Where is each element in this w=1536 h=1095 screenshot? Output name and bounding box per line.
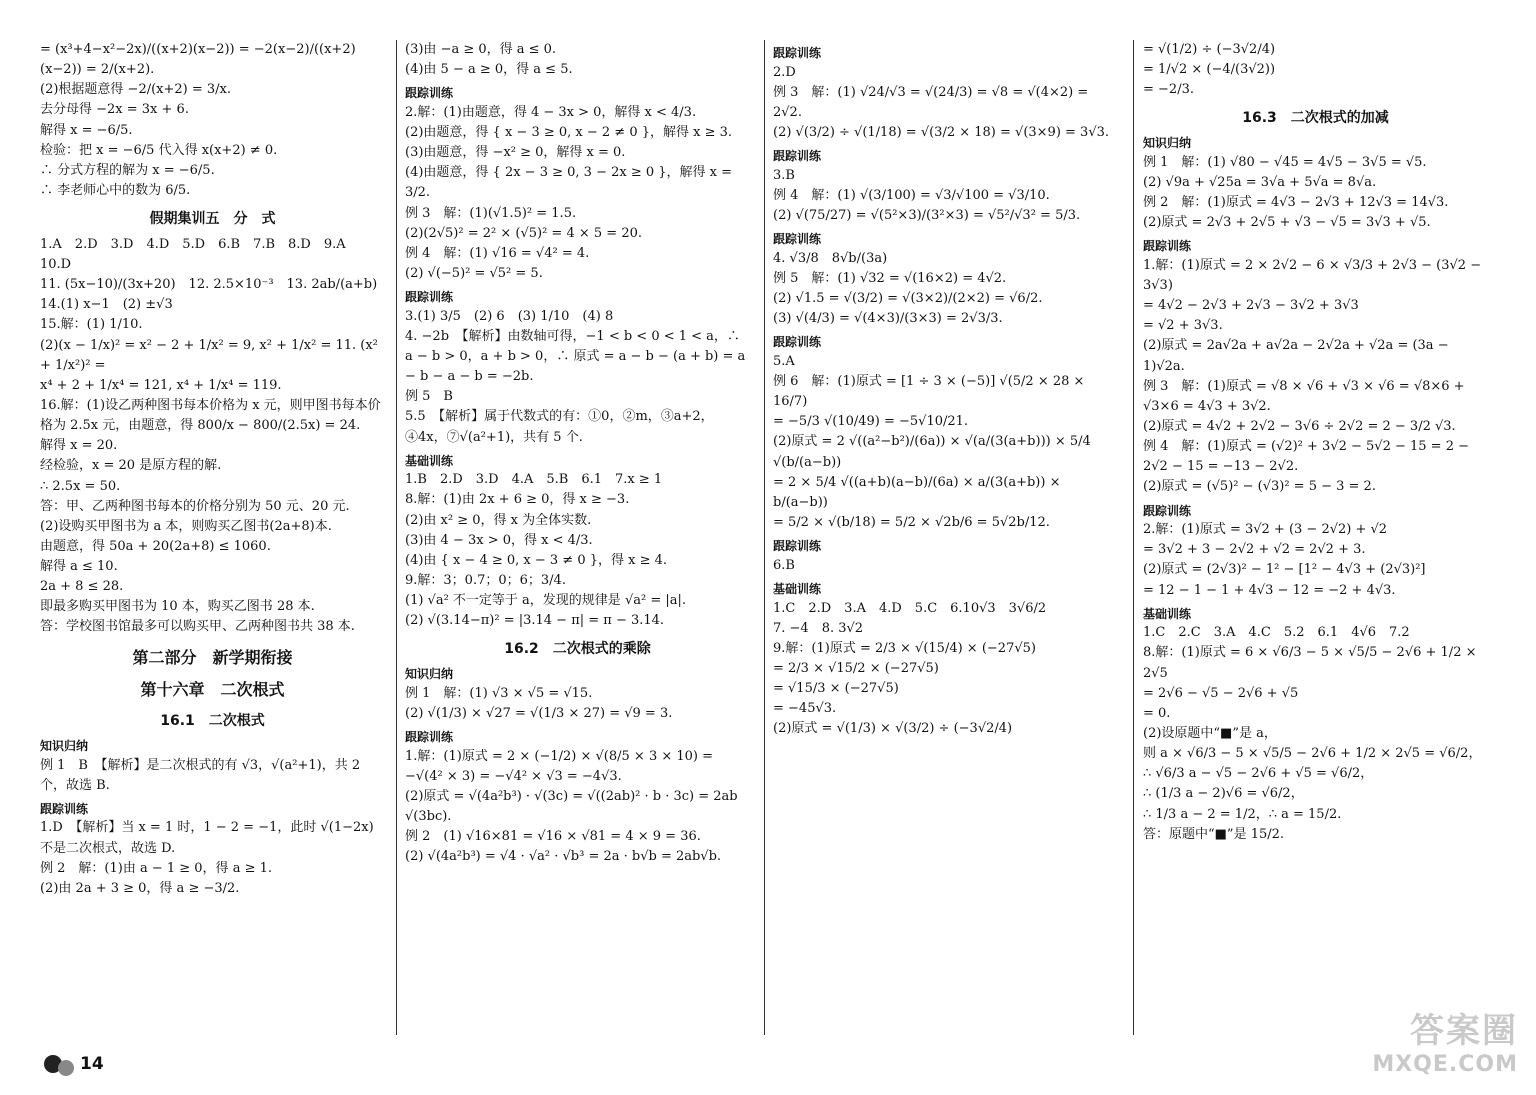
column-divider [396, 40, 397, 1035]
answer-line: 8.解：(1)由 2x + 6 ≥ 0，得 x ≥ −3. [405, 492, 630, 508]
answer-line: 15.解：(1) 1/10. [40, 317, 143, 333]
answer-line: 1.解：(1)原式 = 2 × (−1/2) × √(8/5 × 3 × 10) = −√(4² × 3) = −√4² × √3 = −4√3. [405, 748, 718, 784]
answer-line: 3.B [773, 167, 795, 183]
answer-line: (4)由 { x − 4 ≥ 0, x − 3 ≠ 0 }，得 x ≥ 4. [405, 552, 668, 568]
subsection-label: 基础训练 [1143, 606, 1192, 621]
answer-line: = 2/3 × √15/2 × (−27√5) [773, 660, 939, 676]
answer-line: 例 4 解：(1)原式 = (√2)² + 3√2 − 5√2 − 15 = 2 − 2√2 − 15 = −13 − 2√2. [1143, 439, 1474, 475]
answer-line: (3)由题意，得 −x² ≥ 0，解得 x = 0. [405, 145, 626, 161]
answer-line: 例 2 (1) √16×81 = √16 × √81 = 4 × 9 = 36. [405, 829, 701, 845]
answer-line: (2) √(4a²b³) = √4 · √a² · √b³ = 2a · b√b = 2ab√b. [405, 849, 722, 865]
answer-line: = 12 − 1 − 1 + 4√3 − 12 = −2 + 4√3. [1143, 582, 1396, 598]
section-heading: 假期集训五 分 式 [149, 211, 276, 228]
subsection-label: 跟踪训练 [773, 46, 822, 60]
part-heading: 第十六章 二次根式 [140, 680, 285, 700]
answer-line: = 2√6 − √5 − 2√6 + √5 [1143, 685, 1299, 701]
answer-line: (2)由 2a + 3 ≥ 0，得 a ≥ −3/2. [40, 880, 240, 896]
part-heading: 第二部分 新学期衔接 [132, 647, 293, 667]
answer-line: (2)设购买甲图书为 a 本，则购买乙图书(2a+8)本. [40, 518, 332, 534]
column-2 [405, 40, 750, 867]
answer-line: = −45√3. [773, 701, 837, 717]
answer-line: 8.解：(1)原式 = 6 × √6/3 − 5 × √5/5 − 2√6 + 1/2 × 2√5 [1143, 645, 1481, 681]
answer-line: (2) √(1/3) × √27 = √(1/3 × 27) = √9 = 3. [405, 705, 673, 721]
answer-line: 1.B 2.D 3.D 4.A 5.B 6.1 7.x ≥ 1 [405, 472, 663, 488]
answer-line: (2)原式 = √(1/3) × √(3/2) ÷ (−3√2/4) [773, 721, 1013, 737]
page-footer [44, 1052, 104, 1076]
answer-line: 3.(1) 3/5 (2) 6 (3) 1/10 (4) 8 [405, 308, 614, 324]
answer-line: 例 2 解：(1)原式 = 4√3 − 2√3 + 12√3 = 14√3. [1143, 194, 1449, 210]
answer-line: 解得 a ≤ 10. [40, 559, 118, 575]
answer-line: 由题意，得 50a + 20(2a+8) ≤ 1060. [40, 538, 271, 554]
section-heading: 16.2 二次根式的乘除 [504, 641, 651, 658]
answer-line: 7. −4 8. 3√2 [773, 620, 864, 636]
answer-line: (2)由 x² ≥ 0，得 x 为全体实数. [405, 512, 592, 528]
answer-line: 答：原题中“■”是 15/2. [1143, 826, 1285, 842]
answer-line: 即最多购买甲图书为 10 本，购买乙图书 28 本. [40, 599, 315, 615]
column-1 [40, 40, 385, 899]
answer-line: (2)设原题中“■”是 a， [1143, 726, 1277, 741]
subsection-label: 基础训练 [773, 581, 822, 596]
subsection-label: 跟踪训练 [1143, 239, 1192, 254]
watermark-logo [1372, 1003, 1518, 1077]
answer-line: = 5/2 × √(b/18) = 5/2 × √2b/6 = 5√2b/12. [773, 515, 1050, 531]
answer-line: 11. (5x−10)/(3x+20) 12. 2.5×10⁻³ 13. 2ab/(a+b) [40, 277, 378, 293]
subsection-label: 跟踪训练 [40, 801, 89, 816]
answer-line: (2)原式 = (√5)² − (√3)² = 5 − 3 = 2. [1143, 479, 1376, 495]
answer-line: 答：甲、乙两种图书每本的价格分别为 50 元、20 元. [40, 498, 350, 514]
subsection-label: 跟踪训练 [773, 232, 822, 247]
answer-line: ∴ 李老师心中的数为 6/5. [40, 182, 191, 198]
answer-line: (2) √(3.14−π)² = |3.14 − π| = π − 3.14. [405, 613, 665, 629]
answer-line: 解得 x = 20. [40, 438, 118, 454]
answer-line: 例 1 解：(1) √80 − √45 = 4√5 − 3√5 = √5. [1143, 154, 1427, 170]
answer-line: 例 5 解：(1) √32 = √(16×2) = 4√2. [773, 270, 1007, 286]
answer-line: (3)由 4 − 3x > 0，得 x < 4/3. [405, 532, 593, 548]
answer-line: 2.D [773, 64, 796, 80]
answer-line: (2) √(3/2) ÷ √(1/18) = √(3/2 × 18) = √(3×9) = 3√3. [773, 125, 1110, 141]
subsection-label: 基础训练 [405, 453, 454, 468]
answer-line: 9.解：3；0.7；0；6；3/4. [405, 573, 566, 589]
answer-line: 2a + 8 ≤ 28. [40, 579, 124, 595]
answer-line: 1.A 2.D 3.D 4.D 5.D 6.B 7.B 8.D 9.A 10.D [40, 236, 359, 272]
answer-line: = 0. [1143, 705, 1171, 721]
answer-line: = 4√2 − 2√3 + 2√3 − 3√2 + 3√3 [1143, 298, 1359, 314]
answer-line: ∴ √6/3 a − √5 − 2√6 + √5 = √6/2， [1143, 766, 1374, 782]
answer-line: = −5/3 √(10/49) = −5√10/21. [773, 414, 969, 430]
page-number: 14 [80, 1054, 104, 1074]
answer-line: ∴ 2.5x = 50. [40, 478, 121, 494]
answer-line: (2) √(75/27) = √(5²×3)/(3²×3) = √5²/√3² = 5/3. [773, 208, 1081, 224]
answer-line: (2) √9a + √25a = 3√a + 5√a = 8√a. [1143, 174, 1377, 190]
answer-line: 例 3 解：(1)(√1.5)² = 1.5. [405, 205, 577, 221]
column-3 [773, 40, 1118, 740]
answer-line: = √15/3 × (−27√5) [773, 681, 899, 697]
subsection-label: 跟踪训练 [1143, 503, 1192, 518]
watermark-url: MXQE.COM [1372, 1052, 1518, 1077]
answer-line: 16.解：(1)设乙两种图书每本价格为 x 元，则甲图书每本价格为 2.5x 元，由题意，得 800/x − 800/(2.5x) = 24. [40, 397, 381, 434]
answer-line: 经检验，x = 20 是原方程的解. [40, 458, 222, 474]
answer-line: 2.解：(1)由题意，得 4 − 3x > 0，解得 x < 4/3. [405, 104, 697, 120]
answer-line: = 3√2 + 3 − 2√2 + √2 = 2√2 + 3. [1143, 542, 1366, 558]
answer-line: 1.D 【解析】当 x = 1 时，1 − 2 = −1，此时 √(1−2x) 不是二次根式，故选 D. [40, 820, 378, 856]
subsection-label: 跟踪训练 [773, 539, 822, 554]
subsection-label: 跟踪训练 [405, 86, 454, 101]
answer-line: (2)原式 = (2√3)² − 1² − [1² − 4√3 + (2√3)²] [1143, 562, 1426, 578]
answer-line: (2)(x − 1/x)² = x² − 2 + 1/x² = 9, x² + 1/x² = 11. (x² + 1/x²)² = [40, 337, 383, 373]
answer-line: 检验：把 x = −6/5 代入得 x(x+2) ≠ 0. [40, 142, 278, 158]
answer-line: (2)(2√5)² = 2² × (√5)² = 4 × 5 = 20. [405, 225, 642, 241]
subsection-label: 跟踪训练 [405, 730, 454, 744]
answer-line: 5.5 【解析】属于代数式的有：①0，②m，③a+2，④4x，⑦√(a²+1)，共有 5 个. [405, 409, 714, 445]
answer-line: 去分母得 −2x = 3x + 6. [40, 102, 189, 118]
answer-line: 9.解：(1)原式 = 2/3 × √(15/4) × (−27√5) [773, 640, 1036, 656]
footer-dot-icon [58, 1060, 74, 1076]
section-heading: 16.1 二次根式 [160, 713, 265, 730]
answer-line: 例 1 解：(1) √3 × √5 = √15. [405, 685, 593, 701]
answer-line: x⁴ + 2 + 1/x⁴ = 121, x⁴ + 1/x⁴ = 119. [40, 377, 282, 393]
answer-line: 例 4 解：(1) √(3/100) = √3/√100 = √3/10. [773, 187, 1050, 203]
answer-line: (2)原式 = 2a√2a + a√2a − 2√2a + √2a = (3a − 1)√2a. [1143, 338, 1453, 374]
answer-line: (2)由题意，得 { x − 3 ≥ 0, x − 2 ≠ 0 }，解得 x ≥ 3. [405, 125, 733, 141]
answer-line: 答：学校图书馆最多可以购买甲、乙两种图书共 38 本. [40, 619, 355, 635]
subsection-label: 知识归纳 [1143, 136, 1192, 151]
answer-line: = 2 × 5/4 √((a+b)(a−b)/(6a) × a/(3(a+b)) × b/(a−b)) [773, 474, 1065, 510]
answer-line: 14.(1) x−1 (2) ±√3 [40, 297, 173, 313]
answer-line: 例 4 解：(1) √16 = √4² = 4. [405, 245, 590, 261]
answer-line: 6.B [773, 557, 795, 573]
subsection-label: 跟踪训练 [405, 290, 454, 305]
answer-line: 例 3 解：(1)原式 = √8 × √6 + √3 × √6 = √8×6 + √3×6 = 4√3 + 3√2. [1143, 378, 1469, 414]
answer-line: 1.解：(1)原式 = 2 × 2√2 − 6 × √3/3 + 2√3 − (3√2 − 3√3) [1143, 257, 1486, 293]
answer-line: 例 6 解：(1)原式 = [1 ÷ 3 × (−5)] √(5/2 × 28 × 16/7) [773, 374, 1089, 410]
subsection-label: 知识归纳 [405, 667, 454, 682]
answer-line: 5.A [773, 353, 795, 369]
answer-line: 1.C 2.D 3.A 4.D 5.C 6.10√3 3√6/2 [773, 600, 1047, 616]
answer-line: (2)原式 = √(4a²b³) · √(3c) = √((2ab)² · b · 3c) = 2ab √(3bc). [405, 788, 742, 825]
answer-line: (4)由 5 − a ≥ 0，得 a ≤ 5. [405, 62, 573, 78]
answer-line: 则 a × √6/3 − 5 × √5/5 − 2√6 + 1/2 × 2√5 = √6/2， [1143, 746, 1482, 762]
answer-line: (3)由 −a ≥ 0，得 a ≤ 0. [405, 42, 557, 57]
watermark-text: 答案圈 [1410, 1011, 1518, 1051]
section-heading: 16.3 二次根式的加减 [1242, 110, 1389, 127]
answer-line: (2)原式 = 2√3 + 2√5 + √3 − √5 = 3√3 + √5. [1143, 215, 1431, 231]
answer-line: 解得 x = −6/5. [40, 122, 133, 138]
answer-line: 1.C 2.C 3.A 4.C 5.2 6.1 4√6 7.2 [1143, 625, 1410, 641]
column-divider [1133, 40, 1134, 1035]
answer-line: = √2 + 3√3. [1143, 318, 1223, 334]
answer-line: (2) √1.5 = √(3/2) = √(3×2)/(2×2) = √6/2. [773, 291, 1043, 307]
answer-line: 2.解：(1)原式 = 3√2 + (3 − 2√2) + √2 [1143, 522, 1388, 538]
answer-line: = (x³+4−x²−2x)/((x+2)(x−2)) = −2(x−2)/((x+2)(x−2)) = 2/(x+2). [40, 42, 356, 78]
answer-line: (2)根据题意得 −2/(x+2) = 3/x. [40, 82, 232, 98]
subsection-label: 跟踪训练 [773, 149, 822, 164]
answer-line: (2)原式 = 2 √((a²−b²)/(6a)) × √(a/(3(a+b))) × 5/4 √(b/(a−b)) [773, 434, 1095, 470]
answer-line: = √(1/2) ÷ (−3√2/4) [1143, 42, 1276, 57]
answer-line: 例 2 解：(1)由 a − 1 ≥ 0，得 a ≥ 1. [40, 860, 273, 876]
answer-line: (2) √(−5)² = √5² = 5. [405, 266, 543, 281]
answer-line: 例 1 B 【解析】是二次根式的有 √3，√(a²+1)，共 2 个，故选 B. [40, 757, 365, 793]
answer-line: 例 5 B [405, 389, 453, 405]
answer-line: (2)原式 = 4√2 + 2√2 − 3√6 ÷ 2√2 = 2 − 3/2 √3. [1143, 418, 1456, 434]
answer-line: 4. √3/8 8√b/(3a) [773, 250, 888, 266]
subsection-label: 跟踪训练 [773, 335, 822, 350]
answer-line: ∴ 1/3 a − 2 = 1/2，∴ a = 15/2. [1143, 806, 1342, 822]
answer-line: = −2/3. [1143, 82, 1194, 98]
answer-line: 4. −2b 【解析】由数轴可得，−1 < b < 0 < 1 < a，∴ a − b > 0，a + b > 0，∴ 原式 = a − b − (a + b) = a − b − a − b = −2b. [405, 328, 750, 385]
answer-line: ∴ (1/3 a − 2)√6 = √6/2， [1143, 786, 1304, 802]
answer-line: = 1/√2 × (−4/(3√2)) [1143, 62, 1276, 78]
answer-line: (4)由题意，得 { 2x − 3 ≥ 0, 3 − 2x ≥ 0 }，解得 x = 3/2. [405, 165, 737, 201]
answer-line: ∴ 分式方程的解为 x = −6/5. [40, 162, 215, 178]
column-4 [1143, 40, 1488, 845]
subsection-label: 知识归纳 [40, 738, 89, 753]
column-divider [764, 40, 765, 1035]
answer-line: 例 3 解：(1) √24/√3 = √(24/3) = √8 = √(4×2) = 2√2. [773, 84, 1093, 120]
answer-line: (1) √a² 不一定等于 a，发现的规律是 √a² = |a|. [405, 593, 686, 609]
answer-line: (3) √(4/3) = √(4×3)/(3×3) = 2√3/3. [773, 311, 1003, 327]
